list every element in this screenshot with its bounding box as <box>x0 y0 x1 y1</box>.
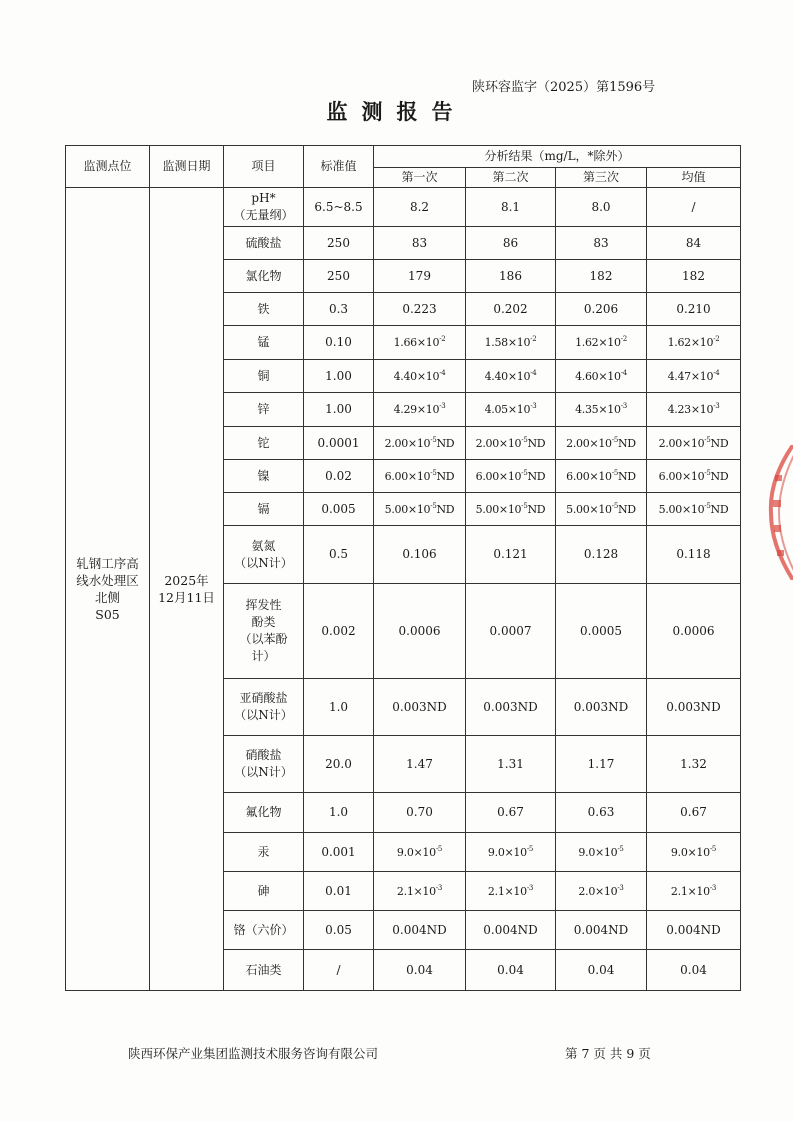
cell-mean: 84 <box>647 227 741 260</box>
cell-line: 挥发性 <box>245 598 282 612</box>
cell-value-part: ND <box>527 436 546 450</box>
cell-mean <box>647 393 741 427</box>
header-item: 项目 <box>224 146 304 188</box>
cell-line: 铁 <box>257 301 270 316</box>
cell-value-part: ND <box>710 469 729 483</box>
cell-line: 硝酸盐 <box>245 748 282 762</box>
cell-value-part: 2.1×10 <box>396 884 436 898</box>
cell-line: 硫酸盐 <box>245 235 282 250</box>
cell-value-part: ND <box>710 502 729 516</box>
cell-standard: 0.3 <box>304 293 374 326</box>
cell-standard: 1.0 <box>304 793 374 833</box>
cell-value-part: 9.0×10 <box>396 845 436 859</box>
cell-line: 砷 <box>257 883 270 898</box>
cell-value-part: -2 <box>713 335 720 343</box>
cell-result-1: 0.004ND <box>374 911 466 950</box>
cell-standard: 0.002 <box>304 584 374 679</box>
cell-value-part: 6.00×10 <box>658 469 705 483</box>
cell-result-1: 0.003ND <box>374 679 466 736</box>
cell-result-1 <box>374 427 466 460</box>
cell-line: 酚类 <box>251 615 276 629</box>
cell-value-part: 1.58×10 <box>484 336 531 349</box>
cell-result-3: 8.0 <box>556 188 647 227</box>
cell-result-2 <box>466 872 556 911</box>
cell-value-part: -3 <box>439 402 446 410</box>
cell-line: 锰 <box>257 335 270 349</box>
cell-line: 亚硝酸盐 <box>239 691 288 705</box>
cell-result-1: 0.04 <box>374 950 466 991</box>
cell-value-part: 6.00×10 <box>384 469 431 483</box>
cell-item <box>224 911 304 950</box>
cell-result-2 <box>466 493 556 526</box>
cell-standard: 250 <box>304 260 374 293</box>
cell-standard: 1.00 <box>304 360 374 393</box>
cell-result-1 <box>374 393 466 427</box>
cell-value-part: 6.00×10 <box>475 469 522 483</box>
cell-line: 氯化物 <box>245 268 282 283</box>
cell-item <box>224 260 304 293</box>
cell-value-part: ND <box>617 436 636 450</box>
cell-value-part: -5 <box>709 844 717 853</box>
cell-mean: 0.0006 <box>647 584 741 679</box>
cell-item <box>224 584 304 679</box>
cell-mean: 0.67 <box>647 793 741 833</box>
cell-line: （无量纲） <box>233 208 294 222</box>
cell-result-3 <box>556 427 647 460</box>
cell-standard: 1.00 <box>304 393 374 427</box>
cell-item <box>224 326 304 360</box>
cell-value-part: -5 <box>430 501 437 510</box>
cell-value-part: 2.00×10 <box>658 436 705 450</box>
cell-line: 轧钢工序高 <box>76 556 139 571</box>
cell-mean: 1.32 <box>647 736 741 793</box>
cell-result-3: 182 <box>556 260 647 293</box>
cell-result-3 <box>556 872 647 911</box>
cell-standard: 0.001 <box>304 833 374 872</box>
cell-item <box>224 427 304 460</box>
cell-standard: 0.005 <box>304 493 374 526</box>
cell-value-part: ND <box>527 469 546 483</box>
cell-line: 计） <box>251 649 276 663</box>
cell-result-3 <box>556 833 647 872</box>
cell-line: 石油类 <box>245 962 282 977</box>
cell-value-part: 2.00×10 <box>566 436 612 450</box>
cell-value-part: ND <box>436 436 455 450</box>
cell-mean: 0.210 <box>647 293 741 326</box>
cell-result-1: 179 <box>374 260 466 293</box>
cell-value-part: -4 <box>713 368 720 377</box>
header-date: 监测日期 <box>150 146 224 188</box>
cell-result-3: 1.17 <box>556 736 647 793</box>
cell-value-part: -5 <box>617 844 624 853</box>
cell-value-part: -2 <box>530 335 537 343</box>
cell-value-part: 4.23×10 <box>667 403 714 416</box>
cell-result-1: 8.2 <box>374 188 466 227</box>
cell-line: 镉 <box>257 501 270 516</box>
cell-result-1 <box>374 872 466 911</box>
monitoring-report-table <box>65 145 741 991</box>
cell-item <box>224 833 304 872</box>
cell-result-2 <box>466 460 556 493</box>
cell-standard: 0.10 <box>304 326 374 360</box>
cell-value-part: 6.00×10 <box>566 469 612 483</box>
cell-value-part: 4.29×10 <box>393 403 440 416</box>
cell-mean: 0.004ND <box>647 911 741 950</box>
cell-mean <box>647 427 741 460</box>
table-row <box>66 188 741 227</box>
cell-result-2: 0.003ND <box>466 679 556 736</box>
cell-result-2: 0.04 <box>466 950 556 991</box>
cell-value-part: 5.00×10 <box>475 502 522 516</box>
cell-line: 北侧 <box>94 590 120 605</box>
header-mean: 均值 <box>647 168 741 188</box>
cell-value-part: 4.05×10 <box>484 403 531 416</box>
cell-result-1: 0.70 <box>374 793 466 833</box>
cell-value-part: ND <box>527 502 546 516</box>
cell-result-3 <box>556 460 647 493</box>
footer-page-number: 第 7 页 共 9 页 <box>565 1046 651 1061</box>
cell-standard: 1.0 <box>304 679 374 736</box>
cell-value-part: 4.35×10 <box>575 403 621 416</box>
cell-item <box>224 460 304 493</box>
cell-value-part: 2.1×10 <box>487 884 527 898</box>
cell-result-3: 0.04 <box>556 950 647 991</box>
footer-company: 陕西环保产业集团监测技术服务咨询有限公司 <box>128 1046 379 1061</box>
cell-result-1 <box>374 493 466 526</box>
cell-standard: 0.02 <box>304 460 374 493</box>
cell-value-part: 1.66×10 <box>393 336 440 349</box>
cell-value-part: 1.62×10 <box>667 336 714 349</box>
cell-line: 氟化物 <box>245 805 282 819</box>
cell-value-part: 5.00×10 <box>384 502 431 516</box>
cell-line: （以N计） <box>234 555 293 570</box>
cell-line: 镍 <box>257 468 270 483</box>
cell-item <box>224 526 304 584</box>
cell-value-part: -3 <box>713 402 720 410</box>
cell-result-2 <box>466 360 556 393</box>
cell-result-2: 0.202 <box>466 293 556 326</box>
cell-standard: 0.0001 <box>304 427 374 460</box>
cell-site <box>66 188 150 991</box>
cell-result-3: 0.206 <box>556 293 647 326</box>
cell-result-3: 0.63 <box>556 793 647 833</box>
cell-result-2 <box>466 393 556 427</box>
document-number: 陕环容监字（2025）第1596号 <box>472 80 656 95</box>
cell-result-1: 1.47 <box>374 736 466 793</box>
cell-result-1: 0.223 <box>374 293 466 326</box>
cell-value-part: 9.0×10 <box>578 845 618 859</box>
cell-result-3 <box>556 360 647 393</box>
cell-value-part: 2.1×10 <box>670 884 710 898</box>
cell-result-2: 0.0007 <box>466 584 556 679</box>
cell-standard: 0.5 <box>304 526 374 584</box>
cell-value-part: 5.00×10 <box>566 502 612 516</box>
cell-mean <box>647 460 741 493</box>
cell-result-3: 0.003ND <box>556 679 647 736</box>
cell-result-1 <box>374 360 466 393</box>
cell-mean <box>647 833 741 872</box>
cell-item <box>224 293 304 326</box>
cell-mean <box>647 493 741 526</box>
header-results: 分析结果（mg/L，*除外） <box>374 146 741 168</box>
cell-result-3: 0.128 <box>556 526 647 584</box>
cell-mean <box>647 326 741 360</box>
header-first: 第一次 <box>374 168 466 188</box>
cell-value-part: -3 <box>620 402 627 410</box>
cell-value-part: -5 <box>704 468 711 477</box>
cell-item <box>224 736 304 793</box>
cell-result-2: 8.1 <box>466 188 556 227</box>
cell-item <box>224 393 304 427</box>
cell-mean <box>647 360 741 393</box>
cell-line: 铬（六价） <box>233 922 294 937</box>
cell-value-part: 2.00×10 <box>384 436 431 450</box>
cell-result-2: 186 <box>466 260 556 293</box>
cell-standard: 250 <box>304 227 374 260</box>
header-third: 第三次 <box>556 168 647 188</box>
cell-value-part: -5 <box>430 435 437 444</box>
cell-line: 2025年 <box>164 573 209 588</box>
cell-result-1: 0.106 <box>374 526 466 584</box>
cell-result-2 <box>466 427 556 460</box>
cell-value-part: -5 <box>430 468 437 477</box>
cell-mean <box>647 872 741 911</box>
cell-result-3: 0.0005 <box>556 584 647 679</box>
cell-result-1: 83 <box>374 227 466 260</box>
cell-standard: 0.05 <box>304 911 374 950</box>
cell-value-part: -3 <box>617 883 624 892</box>
cell-value-part: -4 <box>439 368 446 377</box>
header-site: 监测点位 <box>66 146 150 188</box>
cell-line: pH* <box>251 191 276 205</box>
cell-value-part: -5 <box>611 468 618 477</box>
cell-line: （以N计） <box>234 765 293 779</box>
cell-mean: 182 <box>647 260 741 293</box>
cell-mean: 0.04 <box>647 950 741 991</box>
cell-value-part: 9.0×10 <box>487 845 527 859</box>
cell-item <box>224 872 304 911</box>
cell-line: （以N计） <box>234 708 293 722</box>
cell-value-part: -3 <box>435 883 443 892</box>
cell-value-part: -5 <box>704 435 711 444</box>
cell-value-part: 1.62×10 <box>575 336 621 349</box>
cell-value-part: 4.40×10 <box>484 369 531 383</box>
cell-item <box>224 493 304 526</box>
cell-value-part: ND <box>617 502 636 516</box>
cell-value-part: 5.00×10 <box>658 502 705 516</box>
cell-item <box>224 793 304 833</box>
cell-mean: 0.118 <box>647 526 741 584</box>
cell-value-part: 2.00×10 <box>475 436 522 450</box>
cell-value-part: -5 <box>611 435 618 444</box>
cell-result-3 <box>556 493 647 526</box>
cell-line: 铊 <box>257 435 270 450</box>
page-title: 监测报告 <box>326 99 467 124</box>
cell-result-2: 0.121 <box>466 526 556 584</box>
cell-result-3: 0.004ND <box>556 911 647 950</box>
cell-value-part: 4.60×10 <box>575 369 621 383</box>
cell-result-1 <box>374 460 466 493</box>
cell-line: 氨氮 <box>251 538 276 553</box>
cell-item <box>224 679 304 736</box>
cell-value-part: -4 <box>530 368 537 377</box>
cell-result-2: 0.004ND <box>466 911 556 950</box>
cell-result-2: 0.67 <box>466 793 556 833</box>
cell-result-1 <box>374 833 466 872</box>
cell-value-part: -5 <box>435 844 443 853</box>
cell-value-part: 2.0×10 <box>578 884 618 898</box>
cell-result-1 <box>374 326 466 360</box>
cell-value-part: ND <box>436 469 455 483</box>
cell-result-2 <box>466 833 556 872</box>
cell-result-2 <box>466 326 556 360</box>
cell-standard: 20.0 <box>304 736 374 793</box>
cell-value-part: -5 <box>521 435 528 444</box>
cell-mean: 0.003ND <box>647 679 741 736</box>
cell-value-part: -5 <box>521 468 528 477</box>
cell-value-part: -5 <box>704 501 711 510</box>
cell-line: （以苯酚 <box>239 632 288 646</box>
cell-result-2: 86 <box>466 227 556 260</box>
cell-result-2: 1.31 <box>466 736 556 793</box>
cell-result-3 <box>556 326 647 360</box>
cell-value-part: ND <box>617 469 636 483</box>
cell-line: 线水处理区 <box>76 573 139 588</box>
cell-value-part: -5 <box>526 844 534 853</box>
header-standard: 标准值 <box>304 146 374 188</box>
red-seal-stamp <box>765 445 793 580</box>
cell-value-part: -2 <box>439 335 446 343</box>
cell-value-part: -4 <box>620 368 627 377</box>
cell-item <box>224 188 304 227</box>
cell-value-part: 4.40×10 <box>393 369 440 383</box>
cell-standard: / <box>304 950 374 991</box>
cell-value-part: -2 <box>620 335 627 343</box>
cell-item <box>224 360 304 393</box>
cell-value-part: -5 <box>611 501 618 510</box>
cell-line: 铜 <box>257 368 270 383</box>
cell-result-3: 83 <box>556 227 647 260</box>
cell-value-part: 4.47×10 <box>667 369 714 383</box>
cell-line: 12月11日 <box>158 590 215 605</box>
cell-value-part: ND <box>710 436 729 450</box>
cell-result-3 <box>556 393 647 427</box>
cell-date <box>150 188 224 991</box>
cell-value-part: -5 <box>521 501 528 510</box>
cell-value-part: -3 <box>526 883 534 892</box>
header-second: 第二次 <box>466 168 556 188</box>
cell-item <box>224 227 304 260</box>
cell-line: S05 <box>95 607 120 622</box>
cell-standard: 6.5~8.5 <box>304 188 374 227</box>
cell-standard: 0.01 <box>304 872 374 911</box>
table-body <box>66 188 741 991</box>
cell-value-part: 9.0×10 <box>670 845 710 859</box>
cell-line: 锌 <box>257 402 270 416</box>
cell-line: 汞 <box>257 844 270 859</box>
cell-mean: / <box>647 188 741 227</box>
cell-item <box>224 950 304 991</box>
cell-value-part: ND <box>436 502 455 516</box>
cell-value-part: -3 <box>530 402 537 410</box>
cell-value-part: -3 <box>709 883 717 892</box>
cell-result-1: 0.0006 <box>374 584 466 679</box>
